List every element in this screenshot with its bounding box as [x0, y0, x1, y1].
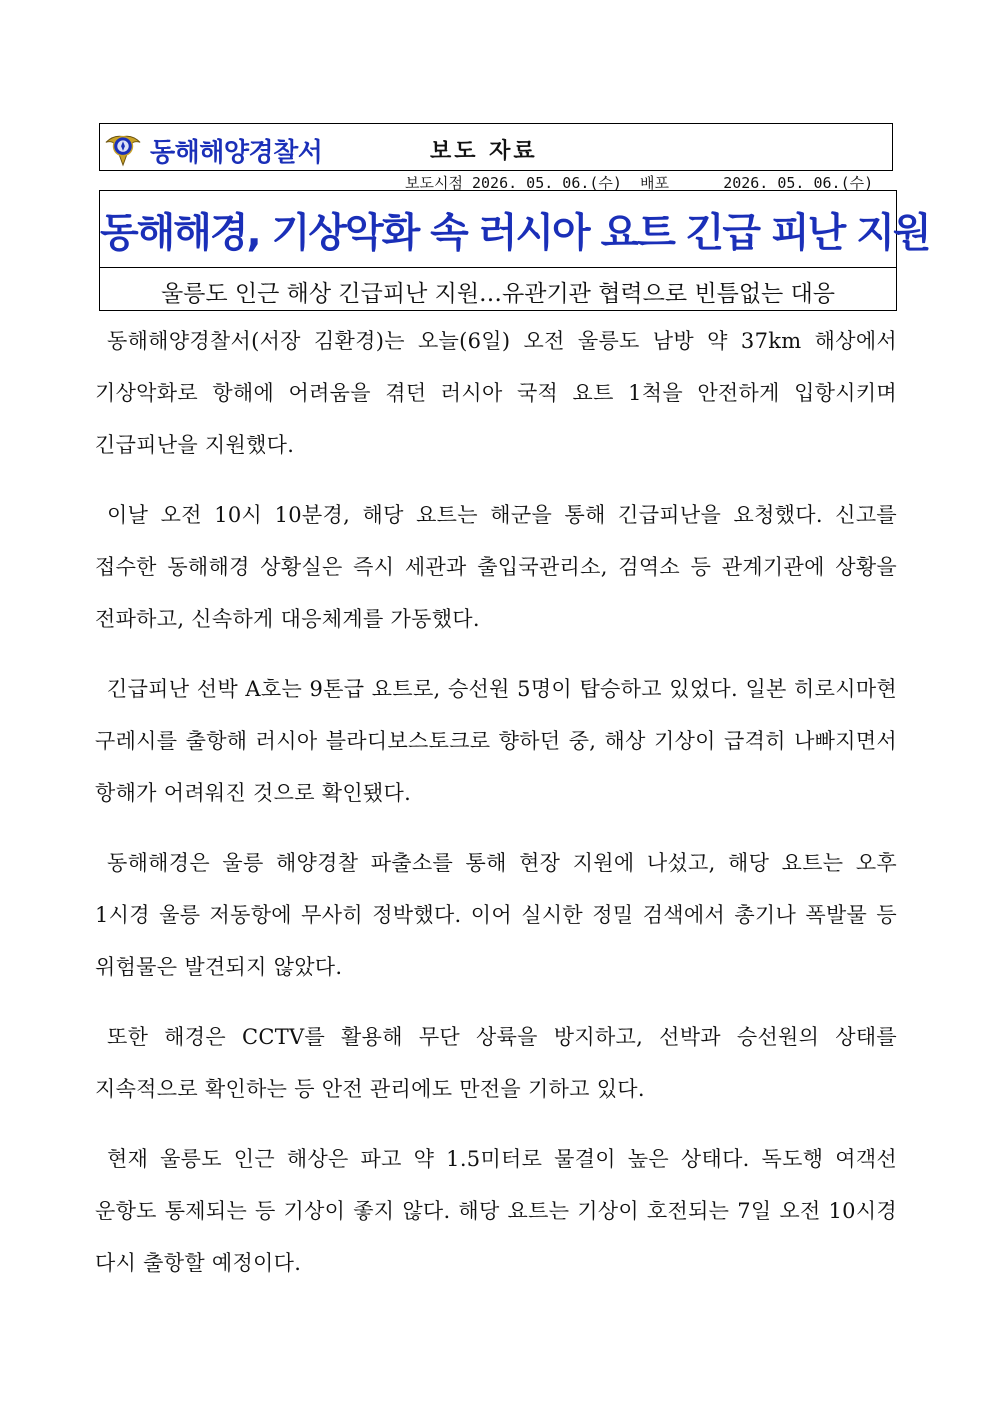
paragraph: 동해해양경찰서(서장 김환경)는 오늘(6일) 오전 울릉도 남방 약 37km 해상에서 기상악화로 항해에 어려움을 겪던 러시아 국적 요트 1척을 안전하게 입항시키며 긴급피난을 지원했다. — [95, 329, 897, 457]
paragraph: 현재 울릉도 인근 해상은 파고 약 1.5미터로 물결이 높은 상태다. 독도행 여객선 운항도 통제되는 등 기상이 좋지 않다. 해당 요트는 기상이 호전되는 7일 오전 10시경 다시 출항할 예정이다. — [95, 1147, 897, 1275]
paragraph: 이날 오전 10시 10분경, 해당 요트는 해군을 통해 긴급피난을 요청했다. 신고를 접수한 동해해경 상황실은 즉시 세관과 출입국관리소, 검역소 등 관계기관에 상황을 전파하고, 신속하게 대응체계를 가동했다. — [95, 503, 897, 631]
headline-divider — [100, 267, 896, 268]
distribution-label: 배포 — [640, 174, 669, 192]
document-type: 보도 자료 — [430, 138, 538, 164]
paragraph: 동해해경은 울릉 해양경찰 파출소를 통해 현장 지원에 나섰고, 해당 요트는 오후 1시경 울릉 저동항에 무사히 정박했다. 이어 실시한 정밀 검색에서 총기나 폭발물 등 위험물은 발견되지 않았다. — [95, 851, 897, 979]
press-release-header — [99, 123, 893, 171]
headline: 동해해경, 기상악화 속 러시아 요트 긴급 피난 지원 — [100, 210, 930, 256]
release-date: 2026. 05. 06.(수) — [472, 174, 622, 192]
subheadline: 울릉도 인근 해상 긴급피난 지원…유관기관 협력으로 빈틈없는 대응 — [160, 281, 836, 307]
article-body — [95, 315, 897, 1307]
headline-box — [99, 190, 930, 311]
paragraph: 또한 해경은 CCTV를 활용해 무단 상륙을 방지하고, 선박과 승선원의 상태를 지속적으로 확인하는 등 안전 관리에도 만전을 기하고 있다. — [95, 1025, 897, 1101]
org-name: 동해해양경찰서 — [150, 138, 323, 168]
distribution-date: 2026. 05. 06.(수) — [723, 174, 874, 192]
release-label: 보도시점 — [405, 174, 463, 192]
coast-guard-emblem-icon — [104, 129, 142, 167]
paragraph: 긴급피난 선박 A호는 9톤급 요트로, 승선원 5명이 탑승하고 있었다. 일본 히로시마현 구레시를 출항해 러시아 블라디보스토크로 향하던 중, 해상 기상이 급격히 나빠지면서 항해가 어려워진 것으로 확인됐다. — [95, 677, 897, 805]
